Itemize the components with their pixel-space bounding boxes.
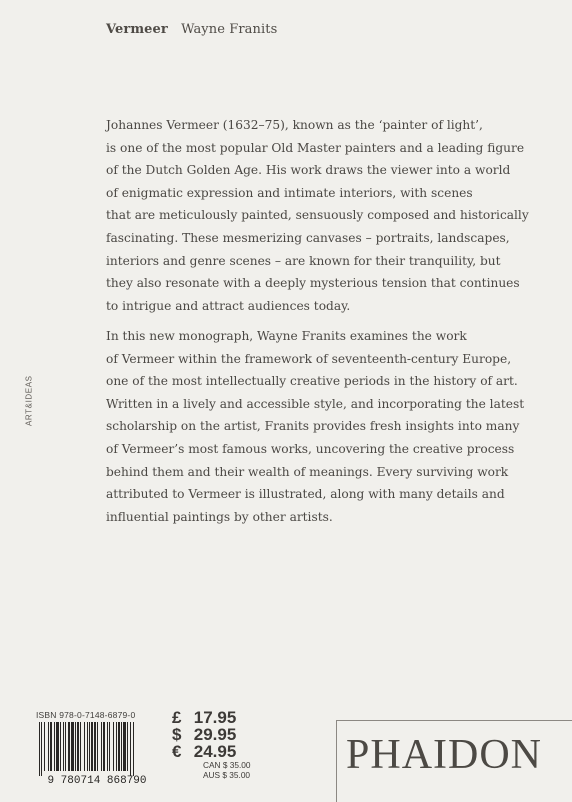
series-label: ART&IDEAS [24, 375, 34, 427]
paragraph-line: behind them and their wealth of meanings. Every surviving work [106, 464, 509, 479]
description-paragraph-1 [106, 114, 529, 317]
paragraph-line: In this new monograph, Wayne Franits examines the work [106, 329, 467, 343]
paragraph-line: scholarship on the artist, Franits provides fresh insights into many [106, 419, 520, 434]
book-header [106, 22, 277, 37]
price-eur [172, 743, 287, 760]
price-aus: AUS $ 35.00 [203, 770, 251, 780]
book-author: Wayne Franits [181, 22, 278, 37]
paragraph-line: of Vermeer within the framework of seventeenth-century Europe, [106, 351, 512, 366]
paragraph-line: to intrigue and attract audiences today. [106, 298, 351, 313]
barcode-digits: 9 780714 868790 [47, 775, 147, 786]
paragraph-line: that are meticulously painted, sensuously composed and historically [106, 208, 529, 223]
barcode-area [29, 705, 289, 791]
currency-symbol: $ [172, 725, 182, 744]
barcode [29, 722, 165, 786]
paragraph-line: influential paintings by other artists. [106, 509, 333, 524]
isbn-number: ISBN 978-0-7148-6879-0 [36, 710, 136, 720]
price-gbp [172, 709, 287, 726]
price-value: 29.95 [193, 725, 237, 744]
paragraph-line: is one of the most popular Old Master painters and a leading figure [106, 140, 525, 155]
paragraph-line: Johannes Vermeer (1632–75), known as the ‘painter of light’, [106, 118, 483, 132]
publisher-box [336, 720, 572, 802]
publisher-logo: PHAIDON [346, 732, 542, 778]
price-can: CAN $ 35.00 [203, 760, 251, 770]
price-block [172, 709, 287, 780]
paragraph-line: of Vermeer’s most famous works, uncovering the creative process [106, 441, 515, 456]
paragraph-line: attributed to Vermeer is illustrated, along with many details and [106, 487, 505, 502]
price-value: 17.95 [193, 708, 237, 727]
currency-symbol: £ [172, 708, 182, 727]
paragraph-line: Written in a lively and accessible style, and incorporating the latest [106, 396, 525, 411]
paragraph-line: fascinating. These mesmerizing canvases – portraits, landscapes, [106, 230, 510, 245]
paragraph-line: interiors and genre scenes – are known for their tranquility, but [106, 253, 501, 268]
description-paragraph-2 [106, 325, 526, 528]
paragraph-line: one of the most intellectually creative periods in the history of art. [106, 374, 518, 389]
book-title: Vermeer [106, 22, 168, 37]
paragraph-line: of enigmatic expression and intimate interiors, with scenes [106, 185, 473, 200]
paragraph-line: of the Dutch Golden Age. His work draws the viewer into a world [106, 163, 511, 178]
paragraph-line: they also resonate with a deeply mysterious tension that continues [106, 276, 520, 291]
price-usd [172, 726, 287, 743]
price-value: 24.95 [193, 742, 237, 761]
currency-symbol: € [172, 742, 182, 761]
